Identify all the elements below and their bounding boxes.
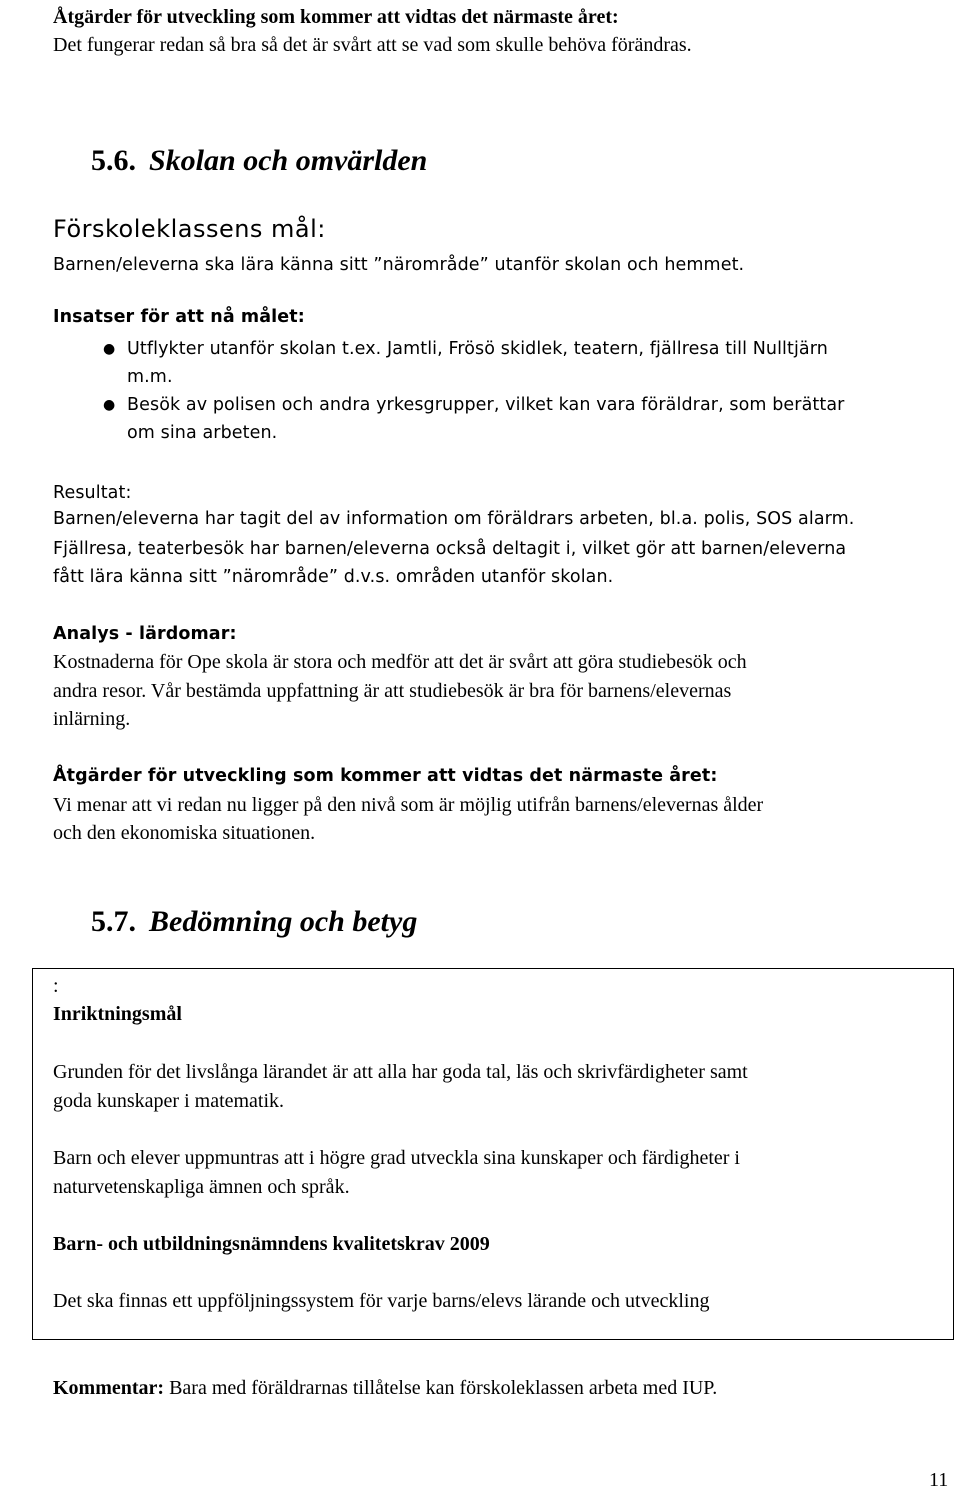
box-goal-heading: Inriktningsmål: [53, 1003, 182, 1025]
result-line: Barnen/eleverna har tagit del av information om föräldrars arbeten, bl.a. polis, SOS alarm.: [53, 509, 855, 529]
list-item: ● Besök av polisen och andra yrkesgrupper, vilket kan vara föräldrar, som berättar om sina arbeten.: [0, 391, 947, 447]
box-colon: :: [53, 975, 59, 997]
section-title: Bedömning och betyg: [149, 905, 418, 938]
analysis-line: Kostnaderna för Ope skola är stora och medför att det är svårt att göra studiebesök och: [53, 651, 747, 673]
result-line: fått lära känna sitt ”närområde” d.v.s. områden utanför skolan.: [53, 567, 614, 587]
comment-label: Kommentar:: [53, 1377, 165, 1399]
comment: [53, 1374, 717, 1402]
bullet-icon: ●: [103, 397, 116, 413]
actions-line: och den ekonomiska situationen.: [53, 822, 316, 844]
actions-line: Vi menar att vi redan nu ligger på den nivå som är möjlig utifrån barnens/elevernas ålder: [53, 794, 764, 816]
box-paragraph-line: Barn och elever uppmuntras att i högre grad utveckla sina kunskaper och färdigheter i: [53, 1147, 740, 1169]
intro-text: Det fungerar redan så bra så det är svårt att se vad som skulle behöva förändras.: [53, 34, 692, 56]
analysis-line: inlärning.: [53, 708, 131, 730]
box-req-text: Det ska finnas ett uppföljningssystem för varje barns/elevs lärande och utveckling: [53, 1290, 710, 1312]
analysis-heading: Analys - lärdomar:: [53, 624, 237, 644]
actions-heading: Åtgärder för utveckling som kommer att vidtas det närmaste året:: [53, 766, 718, 786]
efforts-list: [0, 335, 960, 447]
box-req-heading: Barn- och utbildningsnämndens kvalitetskrav 2009: [53, 1233, 490, 1255]
result-line: Fjällresa, teaterbesök har barnen/eleverna också deltagit i, vilket gör att barnen/eleverna: [53, 539, 847, 559]
comment-text: Bara med föräldrarnas tillåtelse kan förskoleklassen arbeta med IUP.: [164, 1377, 718, 1399]
page-number: 11: [929, 1469, 949, 1491]
section-heading-5-6: [91, 143, 427, 179]
section-number: 5.7.: [91, 905, 136, 938]
intro-heading: Åtgärder för utveckling som kommer att vidtas det närmaste året:: [53, 6, 619, 28]
box-paragraph-line: naturvetenskapliga ämnen och språk.: [53, 1176, 350, 1198]
box-paragraph-line: Grunden för det livslånga lärandet är att alla har goda tal, läs och skrivfärdigheter samt: [53, 1061, 748, 1083]
section-title: Skolan och omvärlden: [149, 144, 428, 177]
analysis-line: andra resor. Vår bestämda uppfattning är att studiebesök är bra för barnens/elevernas: [53, 680, 732, 702]
efforts-heading: Insatser för att nå målet:: [53, 307, 305, 327]
section-heading-5-7: [91, 904, 417, 940]
bullet-icon: ●: [103, 341, 116, 357]
goal-heading: Förskoleklassens mål:: [53, 215, 326, 243]
goal-text: Barnen/eleverna ska lära känna sitt ”närområde” utanför skolan och hemmet.: [53, 255, 745, 275]
box-paragraph-line: goda kunskaper i matematik.: [53, 1090, 285, 1112]
section-number: 5.6.: [91, 144, 136, 177]
list-item: ● Utflykter utanför skolan t.ex. Jamtli, Frösö skidlek, teatern, fjällresa till Nulltjärn m.m.: [0, 335, 947, 391]
result-heading: Resultat:: [53, 483, 132, 503]
